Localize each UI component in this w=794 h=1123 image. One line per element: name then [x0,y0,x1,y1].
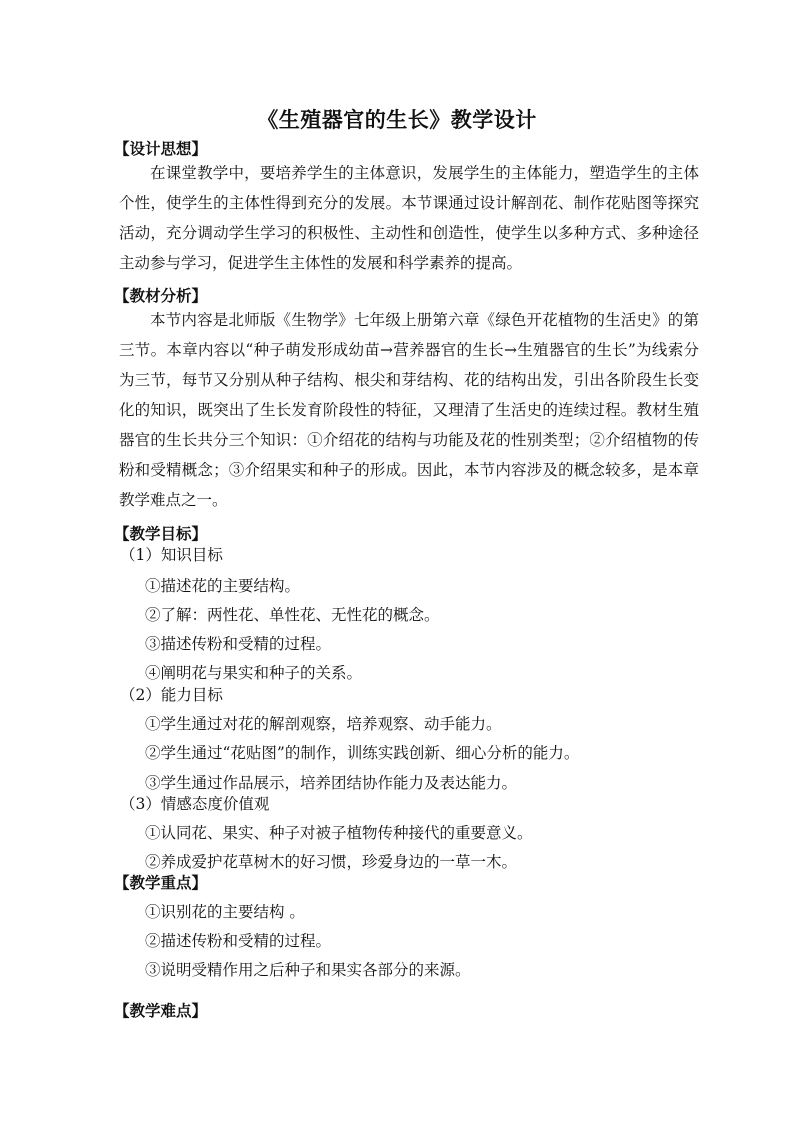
heading-design-idea: 【设计思想】 [114,139,208,158]
list-item: ②养成爱护花草树木的好习惯，珍爱身边的一草一木。 [145,853,518,871]
subheading-ability-goals: （2）能力目标 [120,686,223,704]
heading-key-points: 【教学重点】 [114,873,208,892]
heading-difficulties: 【教学难点】 [114,1001,208,1020]
heading-teaching-goals: 【教学目标】 [114,524,208,543]
list-item: ③学生通过作品展示，培养团结协作能力及表达能力。 [145,774,518,792]
heading-material-analysis: 【教材分析】 [114,286,208,305]
list-item: ①识别花的主要结构 。 [145,903,305,921]
list-item: ④阐明花与果实和种子的关系。 [145,664,363,682]
list-item: ①认同花、果实、种子对被子植物传种接代的重要意义。 [145,824,533,842]
list-item: ①学生通过对花的解剖观察，培养观察、动手能力。 [145,715,502,733]
list-item: ①描述花的主要结构。 [145,577,301,595]
subheading-attitude-goals: （3）情感态度价值观 [120,795,270,813]
subheading-knowledge-goals: （1）知识目标 [120,546,223,564]
list-item: ③描述传粉和受精的过程。 [145,635,332,653]
paragraph-material-analysis: 本节内容是北师版《生物学》七年级上册第六章《绿色开花植物的生活史》的第三节。本章内容以“种子萌发形成幼苗→营养器官的生长→生殖器官的生长”为线索分为三节，每节又分别从种子结构、根尖和芽结构、花的结构出发，引出各阶段生长变化的知识，既突出了生长发育阶段性的特征，又理清了生活史的连续过程。教材生殖器官的生长共分三个知识：①介绍花的结构与功能及花的性别类型；②介绍植物的传粉和受精概念；③介绍果实和种子的形成。因此，本节内容涉及的概念较多，是本章教学难点之一。 [119,311,699,509]
list-item: ③说明受精作用之后种子和果实各部分的来源。 [145,961,471,979]
paragraph-design-idea: 在课堂教学中，要培养学生的主体意识，发展学生的主体能力，塑造学生的主体个性，使学生的主体性得到充分的发展。本节课通过设计解剖花、制作花贴图等探究活动，充分调动学生学习的积极性、主动性和创造性，使学生以多种方式、多种途径主动参与学习，促进学生主体性的发展和科学素养的提高。 [119,164,699,272]
list-item: ②了解：两性花、单性花、无性花的概念。 [145,606,440,624]
document-title: 《生殖器官的生长》教学设计 [257,107,537,132]
list-item: ②学生通过“花贴图”的制作，训练实践创新、细心分析的能力。 [145,744,580,762]
list-item: ②描述传粉和受精的过程。 [145,932,332,950]
